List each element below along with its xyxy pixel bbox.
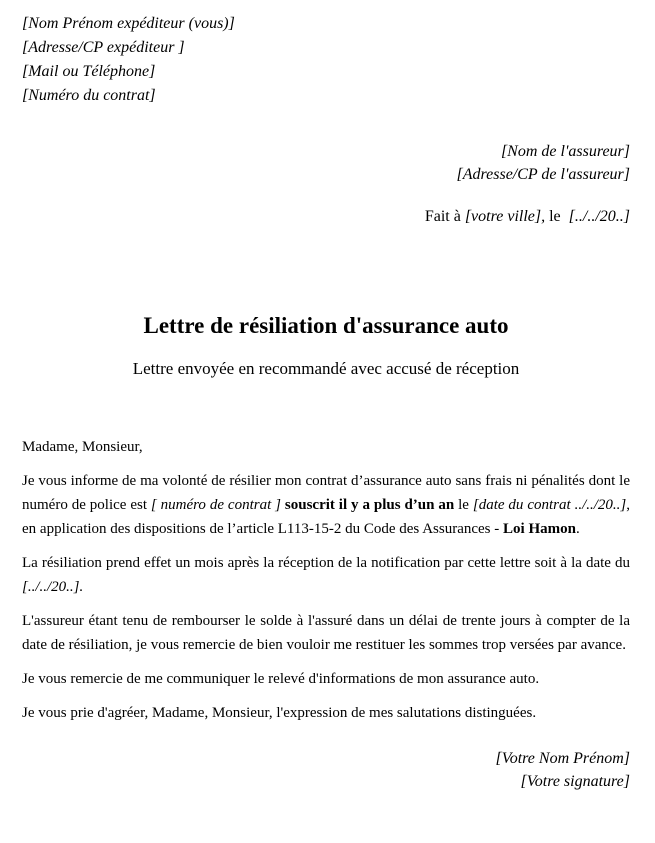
text-segment: [date du contrat ../../20..] xyxy=(472,497,627,513)
recipient-name-line: [Nom de l'assureur] xyxy=(500,143,630,160)
text-segment: Je vous remercie de me communiquer le relevé d'informations de mon assurance auto. xyxy=(22,671,540,687)
text-segment: L'assureur étant tenu de rembourser le solde à l'assuré dans un délai de trente jours à compter de la date de résiliation, je vous remercie de bien vouloir me restituer les sommes trop versées par avance. xyxy=(22,613,630,653)
sender-address-line: [Adresse/CP expéditeur ] xyxy=(22,39,185,56)
sender-contact-line: [Mail ou Téléphone] xyxy=(22,63,156,80)
text-segment: Fait à xyxy=(424,208,465,225)
sender-block xyxy=(22,12,630,108)
signature-block xyxy=(22,747,630,793)
paragraph-closing-formula xyxy=(22,701,630,725)
signature-sign-line: [Votre signature] xyxy=(520,773,630,790)
salutation: Madame, Monsieur, xyxy=(22,439,143,455)
sender-contract-number-line: [Numéro du contrat] xyxy=(22,87,156,104)
text-segment: [../../20..]. xyxy=(22,579,84,595)
text-segment: [../../20..] xyxy=(564,208,630,225)
text-segment: Loi Hamon xyxy=(503,521,576,537)
sender-name-line: [Nom Prénom expéditeur (vous)] xyxy=(22,15,235,32)
text-segment: . xyxy=(575,521,580,537)
text-segment: La résiliation prend effet un mois après la réception de la notification par cette lettre soit à la date du xyxy=(22,555,630,571)
paragraph-effective-date xyxy=(22,551,630,599)
text-segment: souscrit il y a plus d’un an xyxy=(284,497,455,513)
text-segment: le xyxy=(545,208,565,225)
text-segment: , en application des dispositions de l’article L113-15-2 du Code des Assurances - xyxy=(22,497,630,537)
text-segment: [ numéro de contrat ] xyxy=(150,497,285,513)
text-segment: Je vous informe de ma volonté de résilier mon contrat d’assurance auto sans frais ni pénalités dont le numéro de police est xyxy=(22,473,630,513)
paragraph-information-statement xyxy=(22,667,630,691)
text-segment: le xyxy=(454,497,473,513)
recipient-address-line: [Adresse/CP de l'assureur] xyxy=(456,166,630,183)
paragraph-cancellation-request xyxy=(22,469,630,541)
recipient-block xyxy=(22,140,630,186)
letter-title: Lettre de résiliation d'assurance auto xyxy=(143,313,509,338)
paragraph-refund-request xyxy=(22,609,630,657)
signature-name-line: [Votre Nom Prénom] xyxy=(495,750,630,767)
text-segment: [votre ville], xyxy=(464,208,546,225)
letter-subtitle: Lettre envoyée en recommandé avec accusé de réception xyxy=(132,359,520,378)
text-segment: Je vous prie d'agréer, Madame, Monsieur, l'expression de mes salutations distinguées. xyxy=(22,705,537,721)
date-line xyxy=(22,206,630,227)
